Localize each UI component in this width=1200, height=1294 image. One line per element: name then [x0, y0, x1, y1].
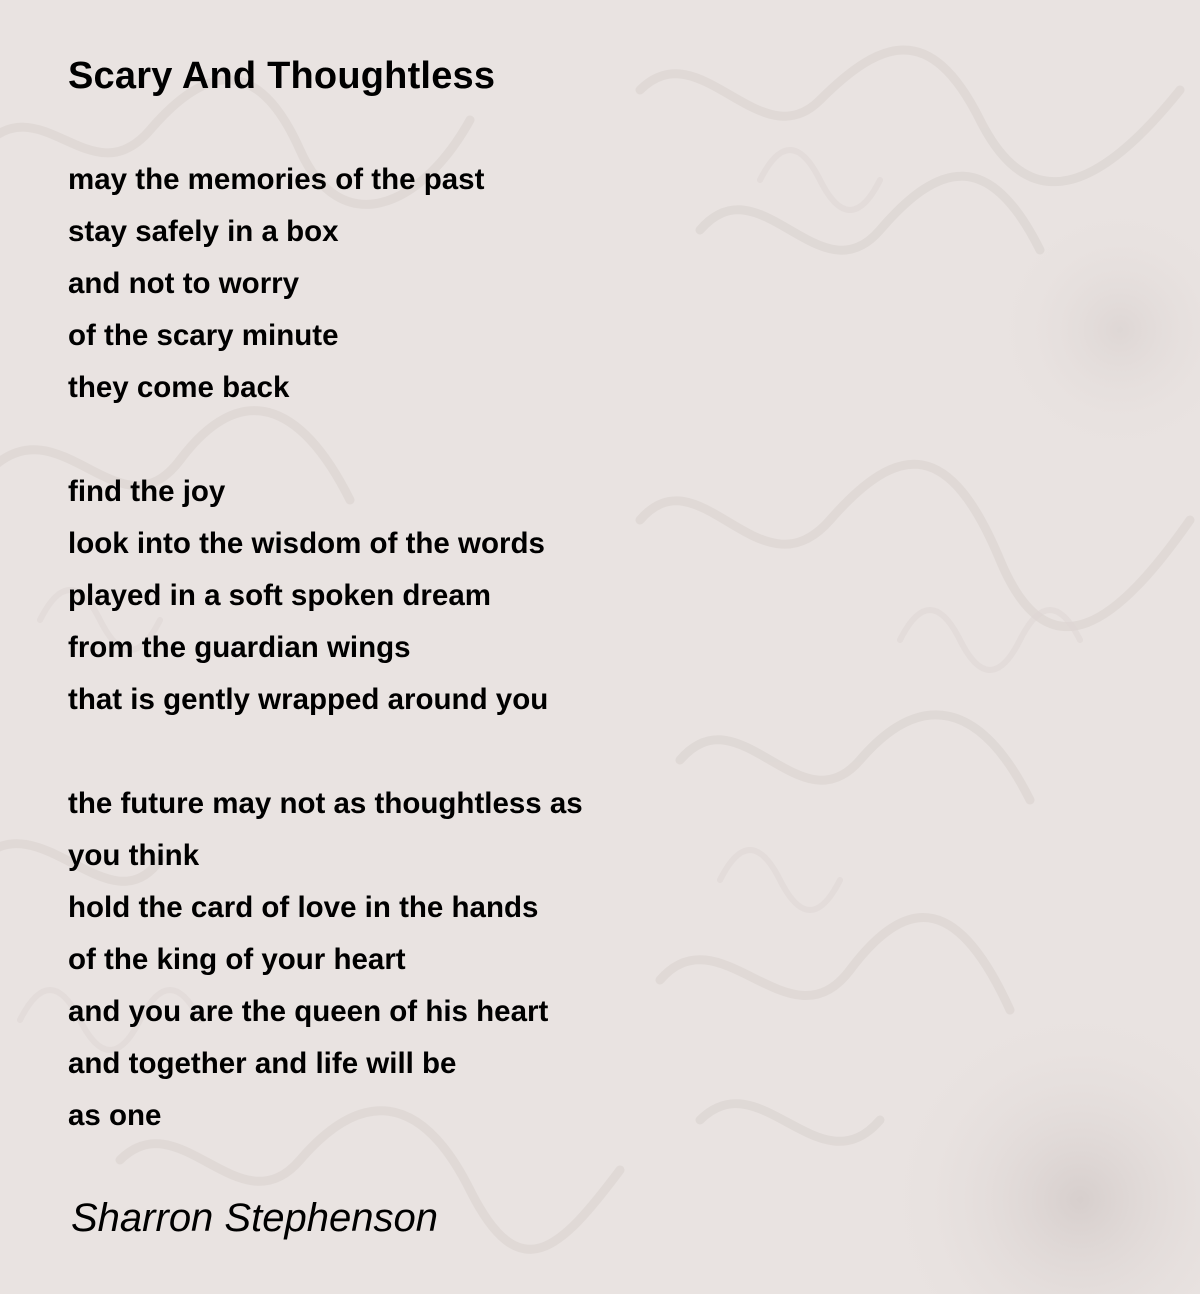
poem-line: of the scary minute [68, 319, 339, 352]
poem-line: they come back [68, 371, 290, 404]
poem-line: as one [68, 1099, 162, 1132]
poem-line: and not to worry [68, 267, 300, 300]
stanza-2 [68, 466, 1148, 726]
poem-line: that is gently wrapped around you [68, 683, 549, 716]
stanza-1 [68, 154, 1148, 414]
poem-line: may the memories of the past [68, 163, 485, 196]
poem-author: Sharron Stephenson [71, 1196, 438, 1240]
poem-line: the future may not as thoughtless as [68, 787, 583, 820]
poem-line: look into the wisdom of the words [68, 527, 545, 560]
poem-line: stay safely in a box [68, 215, 339, 248]
poem-line: of the king of your heart [68, 943, 406, 976]
poem-line: from the guardian wings [68, 631, 411, 664]
poem-line: hold the card of love in the hands [68, 891, 539, 924]
poem-body [68, 154, 1148, 1142]
poem-line: played in a soft spoken dream [68, 579, 491, 612]
poem-line: find the joy [68, 475, 226, 508]
poem-line: and you are the queen of his heart [68, 995, 549, 1028]
stanza-3 [68, 778, 1148, 1142]
poem-container [68, 52, 1148, 1142]
poem-title: Scary And Thoughtless [68, 55, 496, 97]
poem-line: you think [68, 839, 200, 872]
poem-line: and together and life will be [68, 1047, 457, 1080]
